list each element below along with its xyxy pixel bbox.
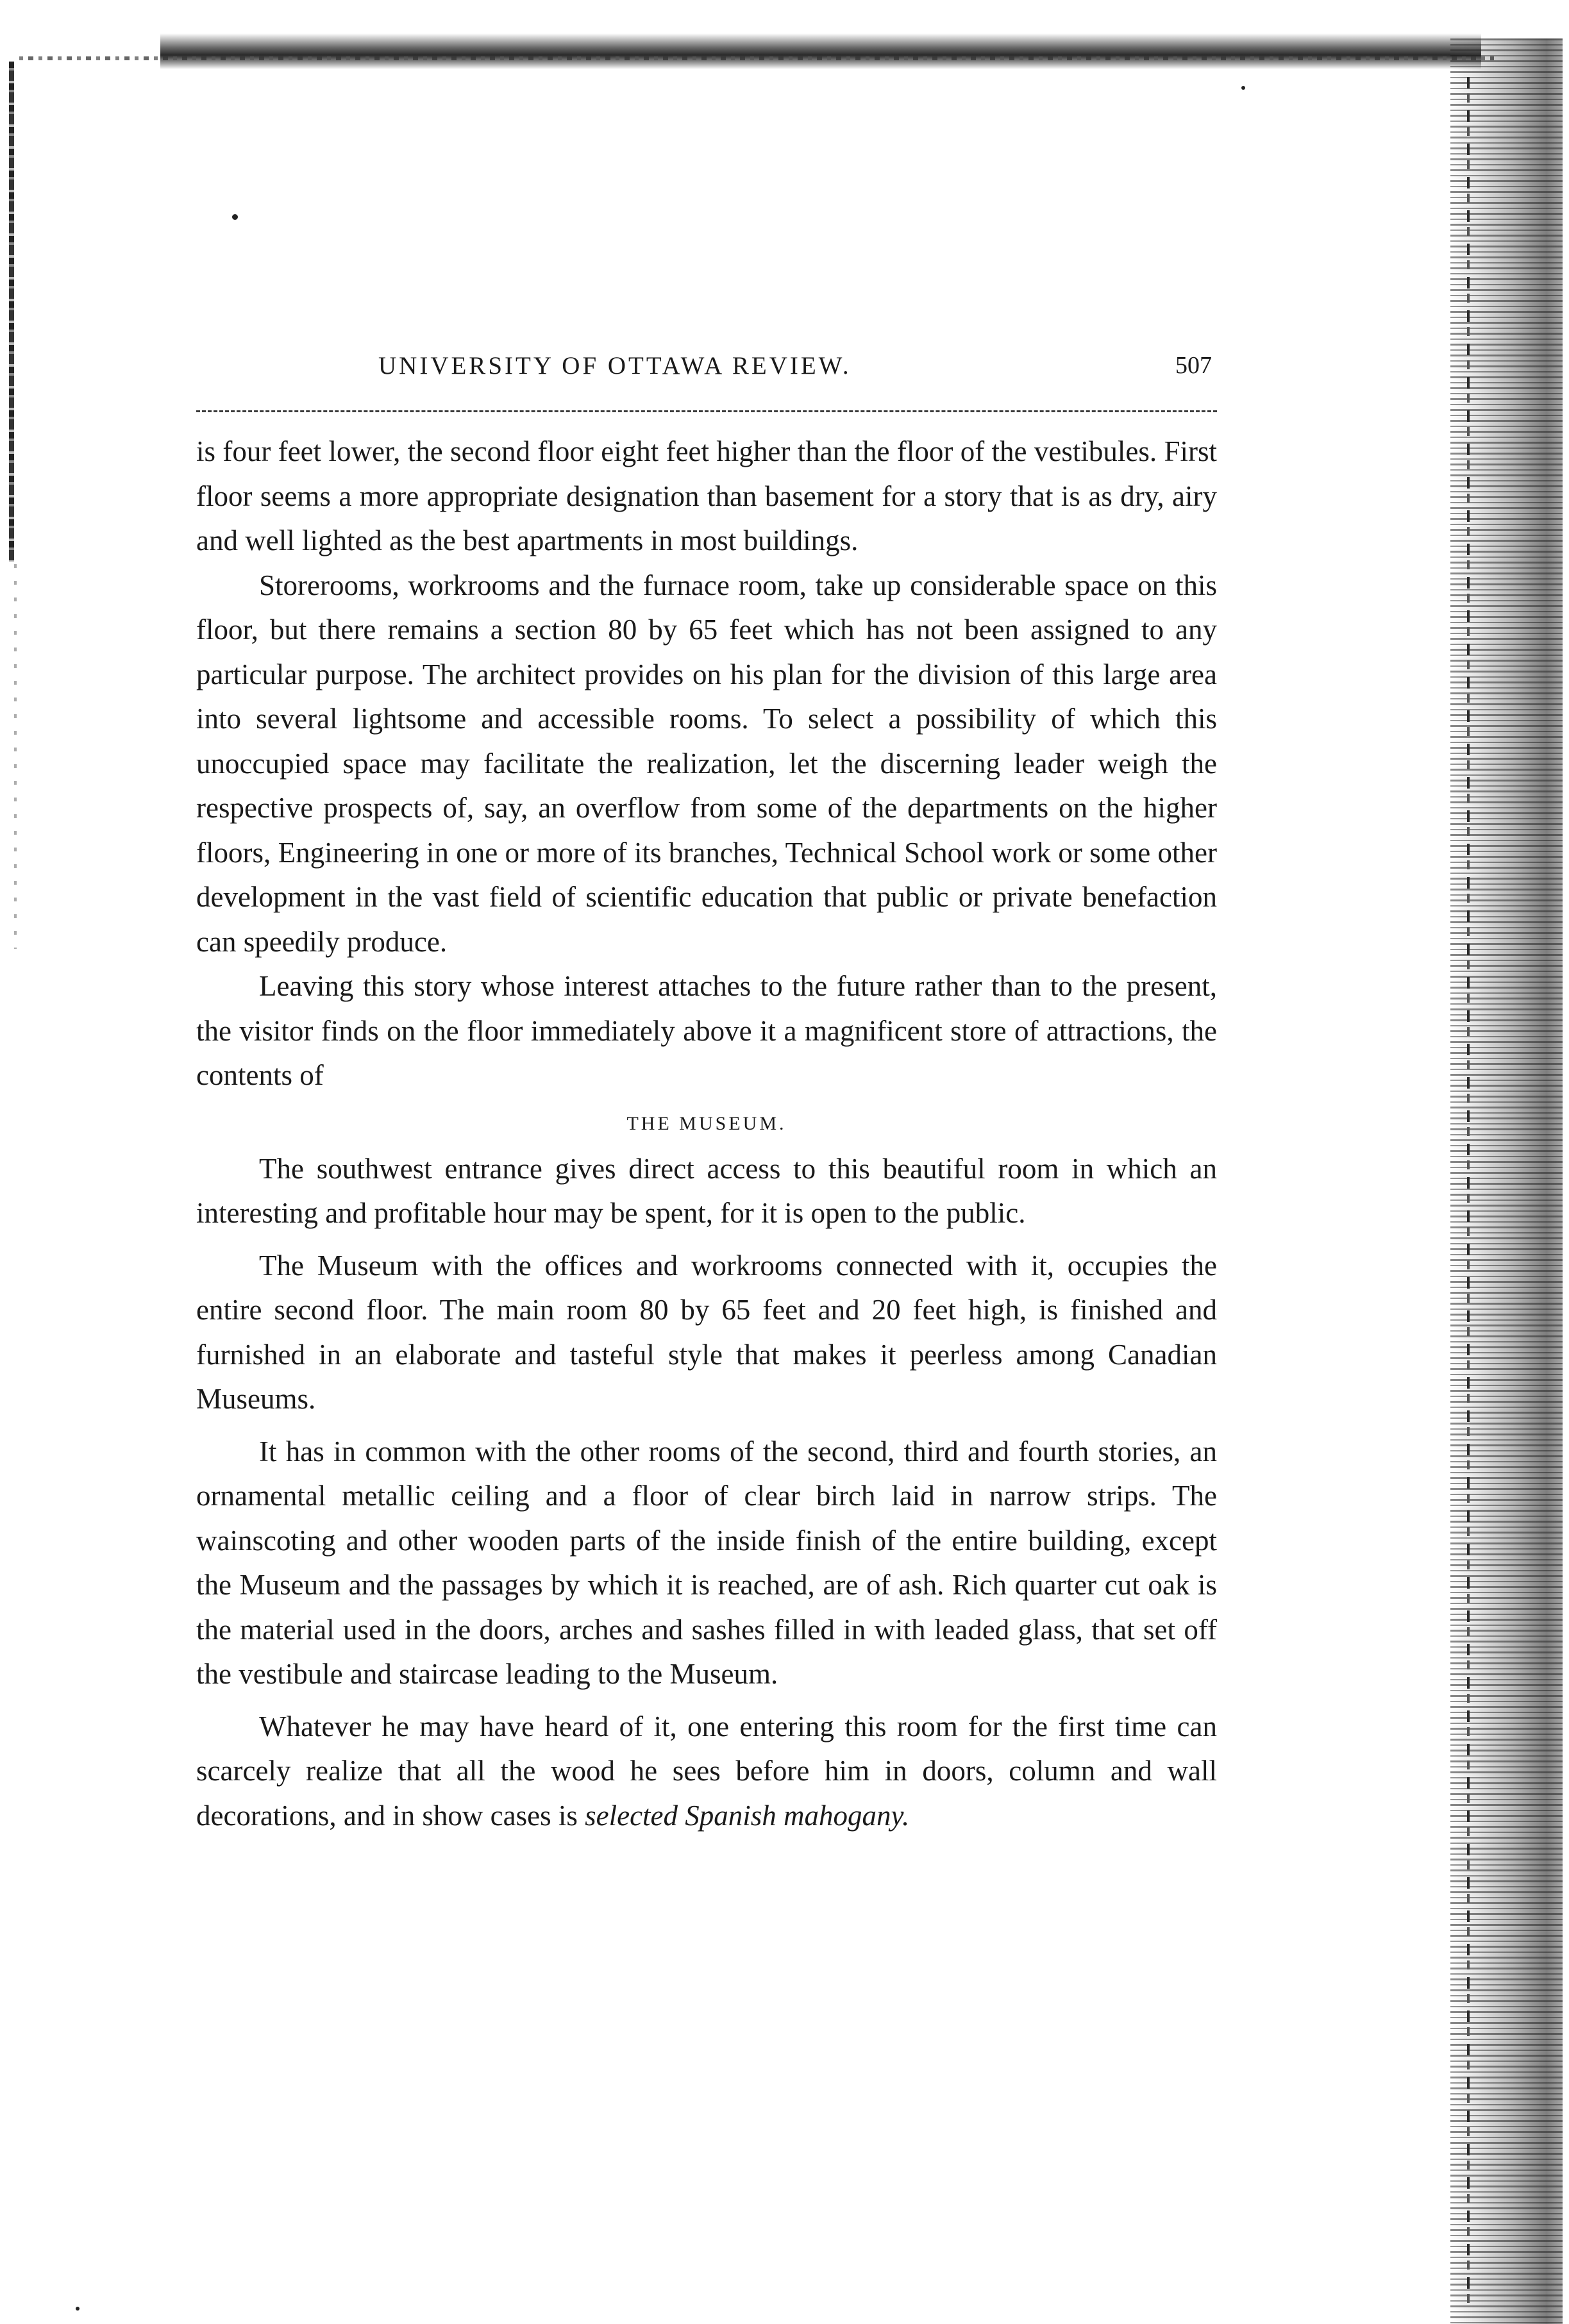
scan-edge-left-tail	[14, 564, 17, 949]
paragraph-whatever-heard	[196, 1705, 1217, 1839]
scan-speck	[1241, 86, 1245, 90]
header-rule	[196, 410, 1217, 412]
section-heading-museum: THE MUSEUM.	[626, 1112, 787, 1134]
scan-speck	[232, 214, 238, 220]
scan-edge-left	[9, 62, 14, 562]
article-body	[196, 430, 1217, 1838]
running-title: UNIVERSITY OF OTTAWA REVIEW.	[378, 351, 852, 380]
scan-edge-top	[160, 33, 1481, 69]
scan-speck	[76, 2307, 80, 2311]
paragraph-leaving-story: Leaving this story whose interest attaches to the future rather than to the present, the visitor finds on the floor immediately above it a magnificent store of attractions, the contents of	[196, 970, 1217, 1091]
emphasis-spanish-mahogany: selected Spanish mahogany.	[585, 1799, 910, 1832]
running-header	[192, 340, 1218, 391]
paragraph-whatever-heard-text: Whatever he may have heard of it, one entering this room for the first time can scarcely realize that all the wood he sees before him in doors, column and wall decorations, and in show cases is	[196, 1710, 1217, 1832]
paragraph-southwest-entrance: The southwest entrance gives direct access to this beautiful room in which an interesting and profitable hour may be spent, for it is open to the public.	[196, 1152, 1217, 1229]
paragraph-storerooms: Storerooms, workrooms and the furnace room, take up considerable space on this floor, but there remains a section 80 by 65 feet which has not been assigned to any particular purpose. The architect provides on his plan for the division of this large area into several lightsome and accessible rooms. To select a possibility of which this unoccupied space may facilitate the realization, let the discerning leader weigh the respective prospects of, say, an overflow from some of the departments on the higher floors, Engineering in one or more of its branches, Technical School work or some other development in the vast field of scientific education that public or private benefaction can speedily produce.	[196, 569, 1217, 958]
scan-edge-right-line	[1467, 77, 1470, 2308]
page-number: 507	[1175, 352, 1212, 379]
scan-edge-top-fine	[19, 56, 1494, 60]
paragraph-common-rooms: It has in common with the other rooms of the second, third and fourth stories, an ornamental metallic ceiling and a floor of clear birch laid in narrow strips. The wainscoting and other wooden parts of the inside finish of the entire building, except the Museum and the passages by which it is reached, are of ash. Rich quarter cut oak is the material used in the doors, arches and sashes filled in with leaded glass, that set off the vestibule and staircase leading to the Museum.	[196, 1435, 1217, 1690]
paragraph-museum-offices: The Museum with the offices and workrooms connected with it, occupies the entire second floor. The main room 80 by 65 feet and 20 feet high, is finished and furnished in an elaborate and tasteful style that makes it peerless among Canadian Museums.	[196, 1249, 1217, 1415]
paragraph-continuation: is four feet lower, the second floor eight feet higher than the floor of the vestibules. First floor seems a more appropriate designation than basement for a story that is as dry, airy and well lighted as the best apartments in most buildings.	[196, 435, 1217, 556]
